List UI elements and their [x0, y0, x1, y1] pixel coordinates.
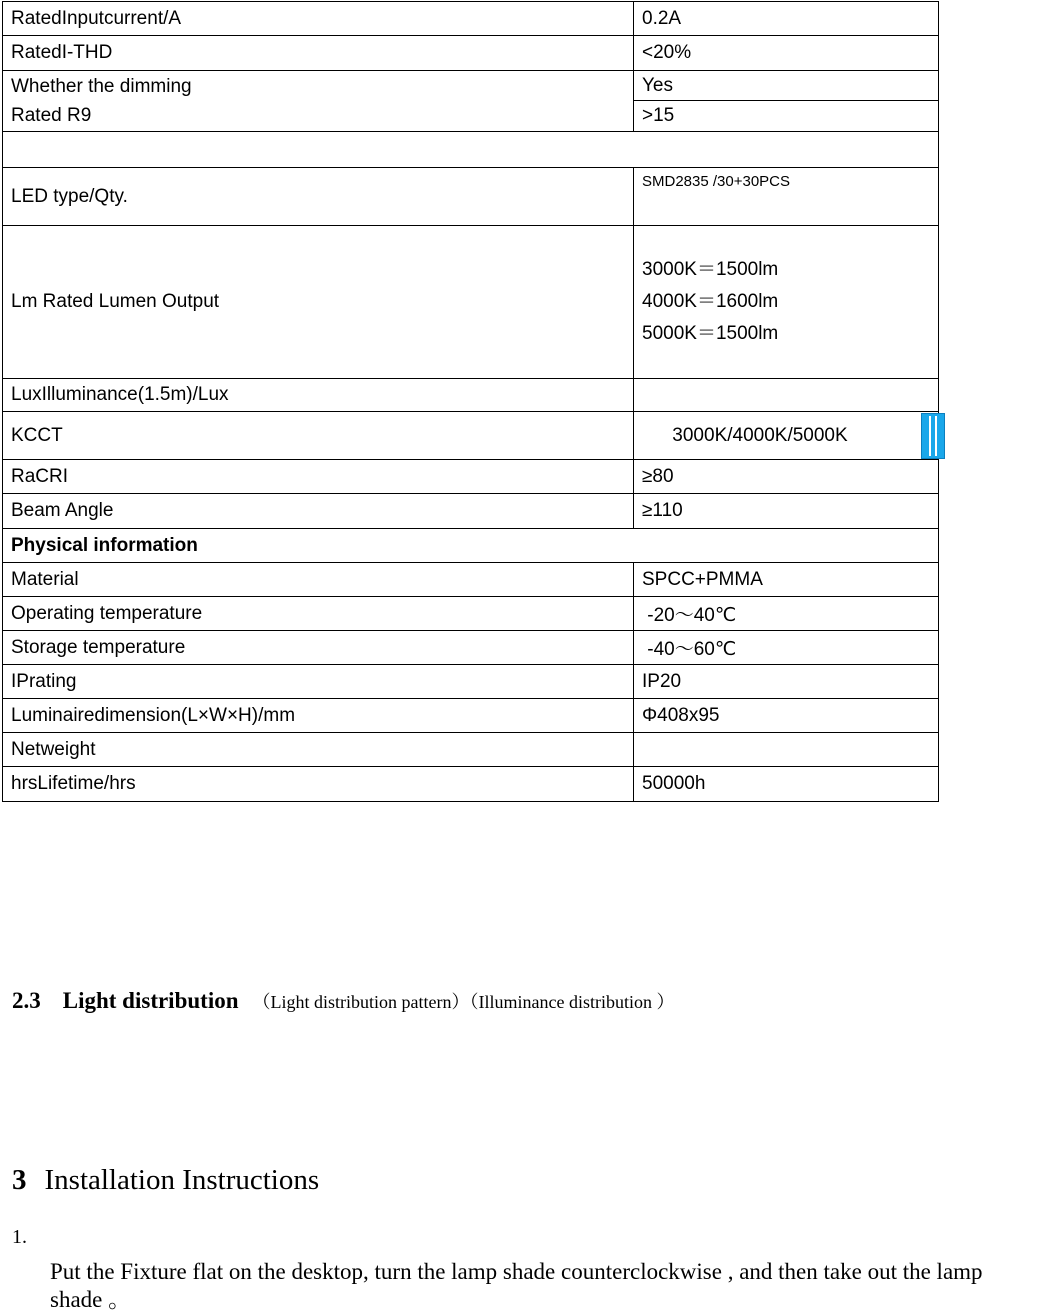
spec-value [634, 733, 939, 767]
spec-label: Operating temperature [3, 597, 634, 631]
section-heading-light-distribution [12, 988, 674, 1014]
spec-value: Φ408x95 [634, 699, 939, 733]
table-row [3, 168, 939, 226]
section-header: Physical information [3, 529, 939, 563]
dimming-label: Whether the dimming [11, 76, 192, 97]
spec-label: Netweight [3, 733, 634, 767]
spec-label: RatedI-THD [3, 36, 634, 71]
spec-table [2, 1, 939, 802]
spec-label: Storage temperature [3, 631, 634, 665]
spec-value: Yes [634, 71, 939, 101]
section-heading-installation [12, 1164, 319, 1197]
spec-label: RatedInputcurrent/A [3, 2, 634, 36]
lumen-value: 4000K＝1600lm [642, 291, 779, 312]
table-row [3, 36, 939, 71]
table-row [3, 71, 939, 101]
step-text-line: Put the Fixture flat on the desktop, turn the lamp shade counterclockwise , and then take out the lamp [50, 1259, 983, 1284]
spec-value: SPCC+PMMA [634, 563, 939, 597]
spec-label: Luminairedimension(L×W×H)/mm [3, 699, 634, 733]
spec-label: Lm Rated Lumen Output [3, 226, 634, 379]
spec-value: 0.2A [634, 2, 939, 36]
spec-label: RaCRI [3, 460, 634, 494]
lumen-value: 5000K＝1500lm [642, 323, 779, 344]
table-row [3, 226, 939, 379]
step-number: 1. [12, 1226, 27, 1248]
table-row [3, 631, 939, 665]
spec-value: ≥110 [634, 494, 939, 529]
drag-handle-icon[interactable] [921, 413, 945, 459]
section-title: Installation Instructions [44, 1164, 320, 1196]
spec-label: IPrating [3, 665, 634, 699]
lumen-value: 3000K＝1500lm [642, 259, 779, 280]
step-text-line: shade 。 [50, 1287, 132, 1312]
table-row [3, 2, 939, 36]
section-number: 3 [12, 1164, 27, 1196]
table-row [3, 597, 939, 631]
table-row-section [3, 529, 939, 563]
r9-label: Rated R9 [11, 105, 92, 126]
table-row [3, 733, 939, 767]
spec-label: Material [3, 563, 634, 597]
section-title: Light distribution [62, 988, 239, 1013]
step-text [50, 1258, 1062, 1314]
spec-label: LED type/Qty. [3, 168, 634, 226]
spec-value: <20% [634, 36, 939, 71]
spec-value: -40～60℃ [634, 631, 939, 665]
table-row [3, 379, 939, 412]
table-row [3, 563, 939, 597]
table-row [3, 665, 939, 699]
spec-value: >15 [634, 101, 939, 132]
spec-label [3, 71, 634, 132]
table-row [3, 460, 939, 494]
spec-value [634, 379, 939, 412]
spec-label: LuxIlluminance(1.5m)/Lux [3, 379, 634, 412]
spec-label: Beam Angle [3, 494, 634, 529]
spec-label: hrsLifetime/hrs [3, 767, 634, 802]
spec-value: IP20 [634, 665, 939, 699]
table-row [3, 412, 939, 460]
section-number: 2.3 [12, 988, 41, 1013]
table-row [3, 767, 939, 802]
spec-value [634, 226, 939, 379]
section-subtitle: （Light distribution pattern）（Illuminance distribution ） [252, 992, 675, 1012]
spec-value: -20～40℃ [634, 597, 939, 631]
spec-value: 50000h [634, 767, 939, 802]
table-row [3, 699, 939, 733]
spec-value: SMD2835 /30+30PCS [634, 168, 939, 226]
spec-value: ≥80 [634, 460, 939, 494]
spec-value: 3000K/4000K/5000K [634, 412, 939, 460]
table-row [3, 494, 939, 529]
spec-label: KCCT [3, 412, 634, 460]
empty-cell [3, 132, 939, 168]
table-row-empty [3, 132, 939, 168]
